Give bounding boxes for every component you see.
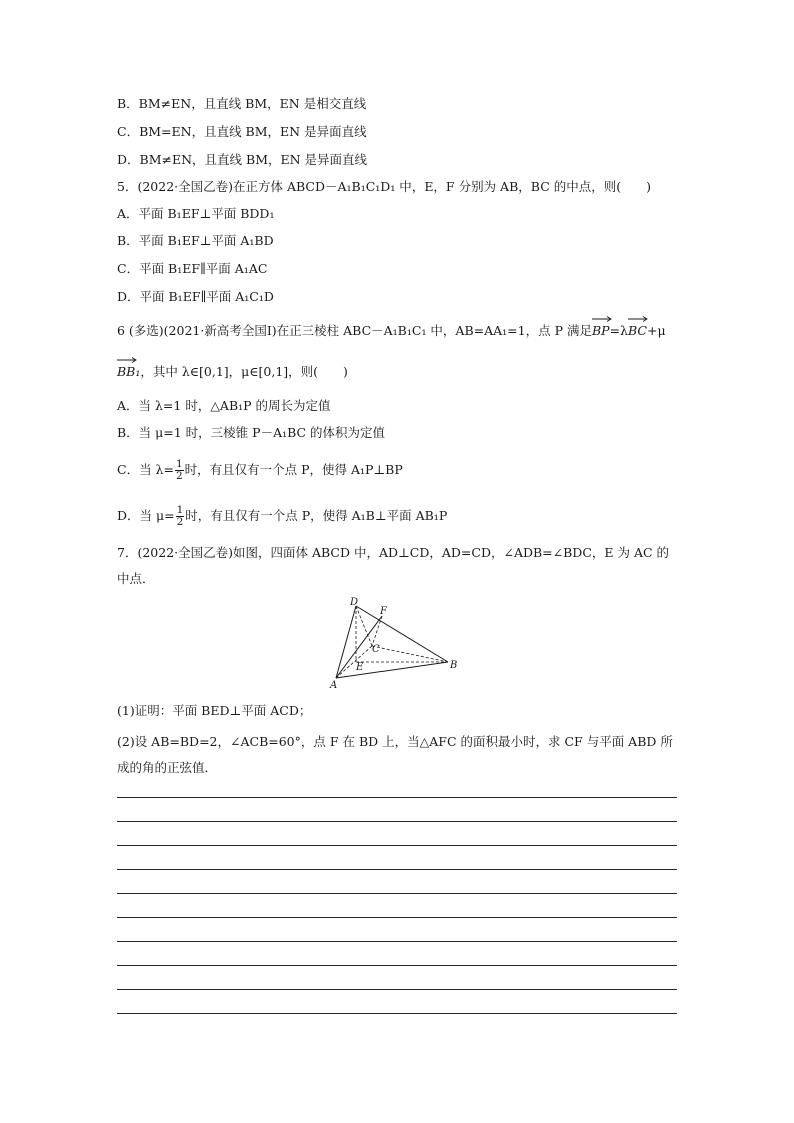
q4-option-d: D．BM≠EN，且直线 BM，EN 是异面直线	[117, 152, 368, 167]
tetrahedron-figure	[328, 594, 464, 690]
vector-arrow-icon	[628, 316, 648, 322]
vector-bb1: BB₁	[117, 364, 140, 380]
q7-stem: 7．(2022·全国乙卷)如图，四面体 ABCD 中，AD⊥CD，AD=CD，∠ADB=∠BDC，E 为 AC 的中点．	[117, 545, 670, 586]
label-b: B	[450, 660, 458, 671]
q6-option-c	[117, 459, 403, 482]
q6-option-b: B．当 μ=1 时，三棱锥 P－A₁BC 的体积为定值	[117, 425, 386, 440]
q7-part2: (2)设 AB=BD=2，∠ACB=60°，点 F 在 BD 上，当△AFC 的面积最小时，求 CF 与平面 ABD 所成的角的正弦值．	[117, 734, 673, 775]
answer-line	[117, 845, 677, 846]
answer-line	[117, 989, 677, 990]
label-a: A	[330, 680, 338, 690]
label-f: F	[380, 606, 387, 617]
vector-bp: BP	[592, 323, 610, 339]
q4-option-c: C．BM=EN，且直线 BM，EN 是异面直线	[117, 124, 367, 139]
label-d: D	[350, 597, 359, 608]
vector-bc: BC	[628, 323, 647, 339]
q5-option-b: B．平面 B₁EF⊥平面 A₁BD	[117, 233, 274, 248]
q6-option-d-suffix: 时，有且仅有一个点 P，使得 A₁B⊥平面 AB₁P	[185, 508, 448, 523]
vector-arrow-icon	[592, 316, 612, 322]
q6-eq-mid: =λ	[609, 323, 628, 338]
q5-option-c: C．平面 B₁EF∥平面 A₁AC	[117, 261, 268, 276]
q6-option-c-suffix: 时，有且仅有一个点 P，使得 A₁P⊥BP	[184, 462, 403, 477]
q7-part1: (1)证明：平面 BED⊥平面 ACD；	[117, 703, 312, 718]
q6-option-d	[117, 505, 447, 528]
answer-line	[117, 821, 677, 822]
label-e: E	[356, 662, 364, 673]
fraction-one-half: $\frac{1}{2}$	[176, 504, 184, 528]
q6-option-c-prefix: C．当 λ=	[117, 462, 174, 477]
answer-line	[117, 869, 677, 870]
q5-stem: 5．(2022·全国乙卷)在正方体 ABCD－A₁B₁C₁D₁ 中，E，F 分别为 AB，BC 的中点，则( )	[117, 179, 651, 194]
answer-line	[117, 893, 677, 894]
fraction-one-half: $\frac{1}{2}$	[175, 458, 183, 482]
answer-line	[117, 1013, 677, 1014]
q6-stem-line1	[117, 323, 666, 339]
q6-option-d-prefix: D．当 μ=	[117, 508, 175, 523]
vector-arrow-icon	[117, 357, 137, 363]
answer-line	[117, 941, 677, 942]
q4-option-b: B．BM≠EN，且直线 BM，EN 是相交直线	[117, 96, 367, 111]
q5-option-a: A．平面 B₁EF⊥平面 BDD₁	[117, 206, 275, 221]
answer-line	[117, 965, 677, 966]
answer-line	[117, 797, 677, 798]
q6-eq-plus: +μ	[646, 323, 666, 338]
label-c: C	[372, 644, 380, 655]
q6-stem-part1: 6 (多选)(2021·新高考全国Ⅰ)在正三棱柱 ABC－A₁B₁C₁ 中，AB=AA₁=1，点 P 满足	[117, 323, 592, 338]
q6-stem-line2	[117, 364, 348, 380]
answer-line	[117, 917, 677, 918]
q5-option-d: D．平面 B₁EF∥平面 A₁C₁D	[117, 289, 274, 304]
q6-stem-part2: ，其中 λ∈[0,1]，μ∈[0,1]，则( )	[140, 364, 348, 379]
q6-option-a: A．当 λ=1 时，△AB₁P 的周长为定值	[117, 398, 331, 413]
